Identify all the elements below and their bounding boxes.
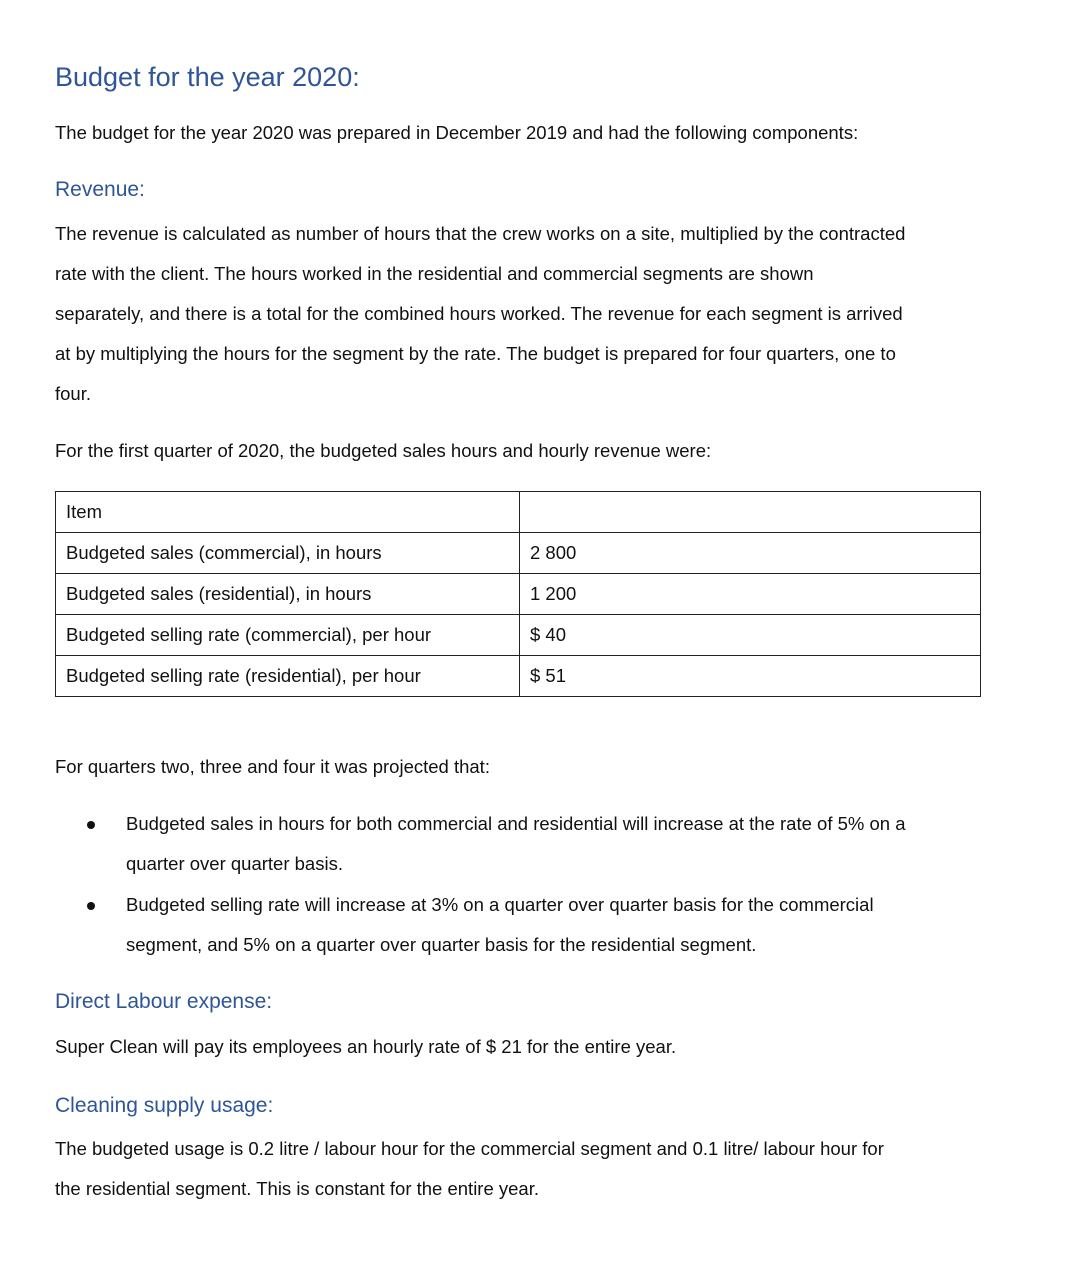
revenue-line: rate with the client. The hours worked in the residential and commercial segments are shown [55, 263, 814, 284]
supply-line: the residential segment. This is constant for the entire year. [55, 1178, 539, 1199]
projection-bullet [126, 804, 986, 884]
revenue-heading: Revenue: [55, 178, 145, 201]
revenue-line: The revenue is calculated as number of hours that the crew works on a site, multiplied by the contracted [55, 223, 906, 244]
supply-heading: Cleaning supply usage: [55, 1094, 274, 1117]
table-cell-value: $ 51 [520, 656, 981, 697]
q1-intro: For the first quarter of 2020, the budgeted sales hours and hourly revenue were: [55, 440, 712, 461]
bullet-dot-icon [87, 821, 95, 829]
budget-table [55, 491, 981, 697]
labour-heading: Direct Labour expense: [55, 990, 273, 1013]
table-header-cell [520, 492, 981, 533]
table-row [56, 574, 981, 615]
table-header-cell: Item [56, 492, 520, 533]
table-cell-label: Budgeted selling rate (residential), per hour [56, 656, 520, 697]
page-title: Budget for the year 2020: [55, 62, 360, 92]
bullet-line: Budgeted sales in hours for both commercial and residential will increase at the rate of 5% on a [126, 813, 906, 834]
revenue-paragraph [55, 214, 990, 414]
projection-intro: For quarters two, three and four it was projected that: [55, 756, 490, 777]
supply-paragraph [55, 1129, 990, 1209]
bullet-line: segment, and 5% on a quarter over quarter basis for the residential segment. [126, 934, 757, 955]
table-row [56, 533, 981, 574]
labour-paragraph: Super Clean will pay its employees an hourly rate of $ 21 for the entire year. [55, 1036, 677, 1057]
table-header-row [56, 492, 981, 533]
bullet-line: quarter over quarter basis. [126, 853, 343, 874]
revenue-line: four. [55, 383, 91, 404]
table-cell-value: $ 40 [520, 615, 981, 656]
supply-line: The budgeted usage is 0.2 litre / labour hour for the commercial segment and 0.1 litre/ labour hour for [55, 1138, 884, 1159]
table-row [56, 615, 981, 656]
table-cell-label: Budgeted selling rate (commercial), per hour [56, 615, 520, 656]
table-row [56, 656, 981, 697]
bullet-dot-icon [87, 902, 95, 910]
intro-paragraph: The budget for the year 2020 was prepared in December 2019 and had the following components: [55, 122, 859, 143]
table-cell-label: Budgeted sales (residential), in hours [56, 574, 520, 615]
table-cell-value: 2 800 [520, 533, 981, 574]
revenue-line: at by multiplying the hours for the segment by the rate. The budget is prepared for four quarters, one to [55, 343, 896, 364]
projection-bullet [126, 885, 986, 965]
revenue-line: separately, and there is a total for the combined hours worked. The revenue for each segment is arrived [55, 303, 903, 324]
table-cell-value: 1 200 [520, 574, 981, 615]
bullet-line: Budgeted selling rate will increase at 3% on a quarter over quarter basis for the commercial [126, 894, 874, 915]
table-cell-label: Budgeted sales (commercial), in hours [56, 533, 520, 574]
